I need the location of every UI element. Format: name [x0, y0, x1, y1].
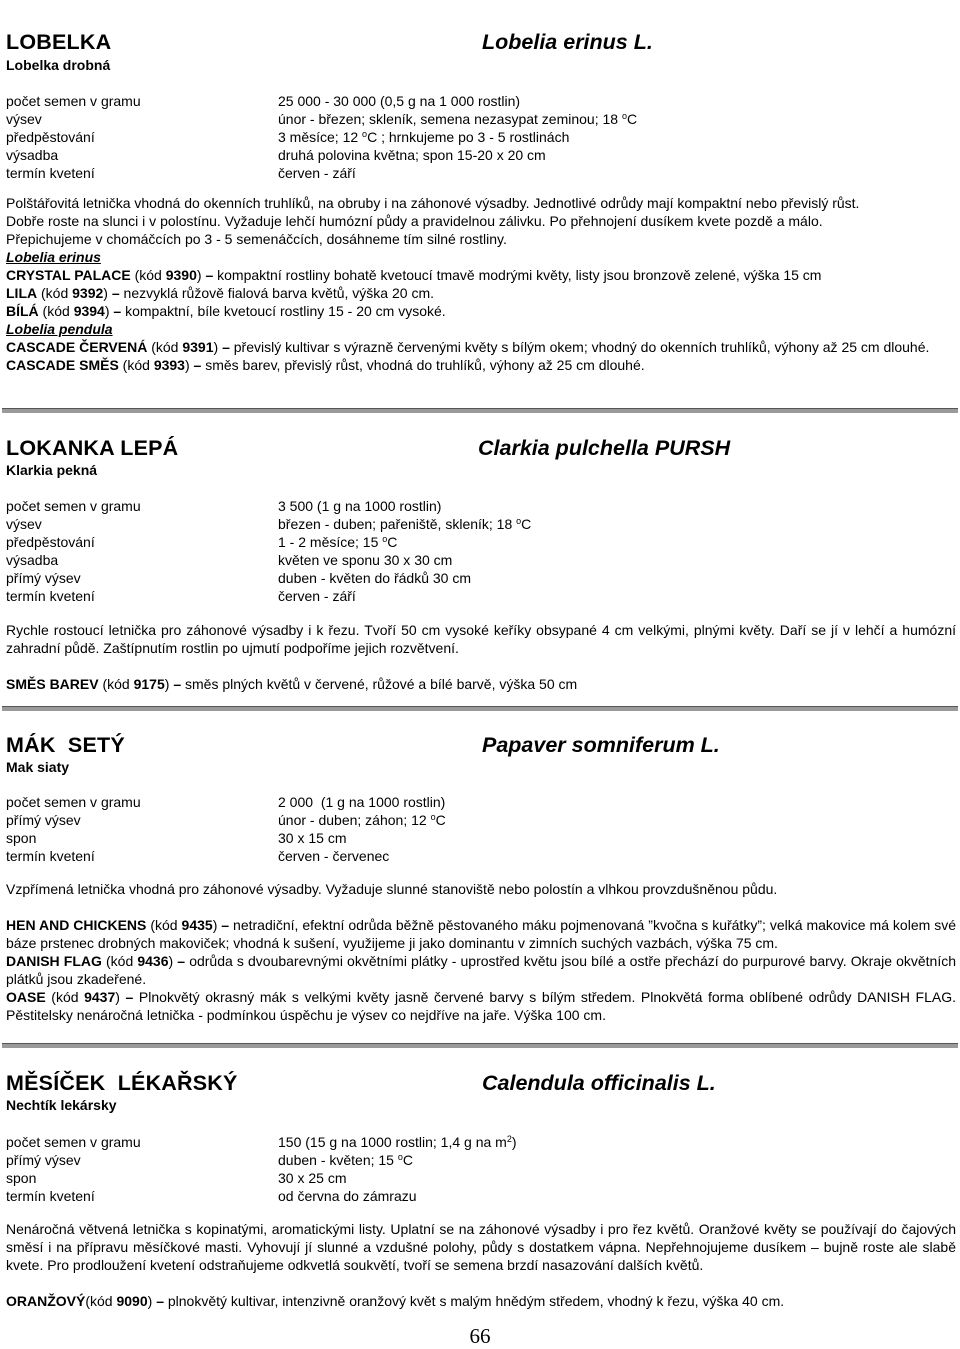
plant-name: MÁK SETÝ: [6, 733, 125, 757]
variety-entry: HEN AND CHICKENS (kód 9435) – netradiční, efektní odrůda běžně pěstovaného máku pojmenovaná ”kvočna s kuřátky”; velká makovice má kolem své báze prstenec drobných makoviček; vhodná k sušení, využijeme ji jako dominantu v zimních suchých vazbách, výška 75 cm.: [6, 917, 957, 951]
plant-latin-name: Calendula officinalis L.: [482, 1071, 716, 1095]
plant-description: Nenáročná větvená letnička s kopinatými, aromatickými listy. Uplatní se na záhonové výsadby i pro řez květů. Oranžové květy se používají do čajových směsí i na přípravu měsíčkové masti. Vyhovují jí slunné a vzdušné polohy, půdy s dostatkem vápna. Nepřehnojujeme dusíkem – bujně roste ale slabě kvete. Pro prodloužení kvetení odstraňujeme odkvetlá soukvětí, tvoří se semena brzdí nasazování dalších květů. ORANŽOVÝ(kód 9090) – plnokvětý kultivar, intenzivně oranžový květ s malým hnědým středem, vhodný k řezu, výška 40 cm.: [6, 1221, 956, 1309]
plant-latin-name: Papaver somniferum L.: [482, 733, 720, 757]
variety-entry: BÍLÁ (kód 9394) – kompaktní, bíle kvetoucí rostliny 15 - 20 cm vysoké.: [6, 303, 446, 319]
plant-description: Vzpřímená letnička vhodná pro záhonové výsadby. Vyžaduje slunné stanoviště nebo polostín a vlhkou provzdušněnou půdu. HEN AND CHICKENS (kód 9435) – netradiční, efektní odrůda běžně pěstovaného máku pojmenovaná ”kvočna s kuřátky”; velká makovice má kolem své báze prstenec drobných makoviček; vhodná k sušení, využijeme ji jako dominantu v zimních suchých vazbách, výška 75 cm. DANISH FLAG (kód 9436) – odrůda s dvoubarevnými okvětními plátky - uprostřed květu jsou bílé a ostře přechází do purpurové barvy. Okraje okvětních plátků jsou zkadeřené. OASE (kód 9437) – Plnokvětý okrasný mák s velkými květy jasně červené barvy s bílým středem. Plnokvětá forma oblíbené odrůdy DANISH FLAG. Pěstitelsky nenáročná letnička - podmínkou úspěchu je výsev co nejdříve na jaře. Výška 100 cm.: [6, 881, 957, 1023]
page-number: 66: [469, 1324, 491, 1348]
variety-entry: DANISH FLAG (kód 9436) – odrůda s dvoubarevnými okvětními plátky - uprostřed květu jsou bílé a ostře přechází do purpurové barvy. Okraje okvětních plátků jsou zkadeřené.: [6, 953, 957, 987]
section-divider: [2, 408, 958, 413]
variety-entry: SMĚS BAREV (kód 9175) – směs plných květů v červené, růžové a bílé barvě, výška 50 cm: [6, 676, 578, 692]
plant-name: LOKANKA LEPÁ: [6, 436, 179, 460]
variety-entry: OASE (kód 9437) – Plnokvětý okrasný mák s velkými květy jasně červené barvy s bílým středem. Plnokvětá forma oblíbené odrůdy DANISH FLAG. Pěstitelsky nenáročná letnička - podmínkou úspěchu je výsev co nejdříve na jaře. Výška 100 cm.: [6, 989, 957, 1023]
group-heading: Lobelia pendula: [6, 321, 113, 337]
section-divider: [2, 1043, 958, 1048]
plant-subname: Lobelka drobná: [6, 57, 111, 73]
plant-subname: Klarkia pekná: [6, 462, 98, 478]
plant-latin-name: Lobelia erinus L.: [482, 30, 653, 54]
section-divider: [2, 706, 958, 711]
plant-name: MĚSÍČEK LÉKAŘSKÝ: [6, 1071, 238, 1095]
plant-name: LOBELKA: [6, 30, 112, 54]
plant-subname: Mak siaty: [6, 759, 70, 775]
variety-entry: CASCADE ČERVENÁ (kód 9391) – převislý kultivar s výrazně červenými květy s bílým okem; vhodný do okenních truhlíků, výhony až 25 cm dlouhé.: [6, 339, 930, 355]
plant-latin-name: Clarkia pulchella PURSH: [478, 436, 731, 460]
plant-subname: Nechtík lekársky: [6, 1097, 117, 1113]
variety-entry: LILA (kód 9392) – nezvyklá růžově fialová barva květů, výška 20 cm.: [6, 285, 434, 301]
plant-description: Rychle rostoucí letnička pro záhonové výsadby i k řezu. Tvoří 50 cm vysoké keříky obsypané 4 cm velkými, plnými květy. Daří se jí v lehčí a humózní zahradní půdě. Zaštípnutím rostlin po ujmutí podpoříme jejich rozvětvení. SMĚS BAREV (kód 9175) – směs plných květů v červené, růžové a bílé barvě, výška 50 cm: [6, 622, 956, 692]
plant-description: Polštářovitá letnička vhodná do okenních truhlíků, na obruby i na záhonové výsadby. Jednotlivé odrůdy mají kompaktní nebo převislý růst. Dobře roste na slunci i v polostínu. Vyžaduje lehčí humózní půdy a pravidelnou zálivku. Po přehnojení dusíkem kvete pozdě a málo. Přepichujeme v chomáčcích po 3 - 5 semenáčcích, dosáhneme tím silné rostliny. Lobelia erinus CRYSTAL PALACE (kód 9390) – kompaktní rostliny bohatě kvetoucí tmavě modrými květy, listy jsou bronzově zelené, výška 15 cm LILA (kód 9392) – nezvyklá růžově fialová barva květů, výška 20 cm. BÍLÁ (kód 9394) – kompaktní, bíle kvetoucí rostliny 15 - 20 cm vysoké. Lobelia pendula CASCADE ČERVENÁ (kód 9391) – převislý kultivar s výrazně červenými květy s bílým okem; vhodný do okenních truhlíků, výhony až 25 cm dlouhé. CASCADE SMĚS (kód 9393) – směs barev, převislý růst, vhodná do truhlíků, výhony až 25 cm dlouhé.: [6, 194, 956, 374]
variety-entry: CRYSTAL PALACE (kód 9390) – kompaktní rostliny bohatě kvetoucí tmavě modrými květy, listy jsou bronzově zelené, výška 15 cm: [6, 267, 822, 283]
variety-entry: CASCADE SMĚS (kód 9393) – směs barev, převislý růst, vhodná do truhlíků, výhony až 25 cm dlouhé.: [6, 357, 645, 373]
group-heading: Lobelia erinus: [6, 249, 101, 265]
variety-entry: ORANŽOVÝ(kód 9090) – plnokvětý kultivar, intenzivně oranžový květ s malým hnědým středem, vhodný k řezu, výška 40 cm.: [6, 1293, 785, 1309]
